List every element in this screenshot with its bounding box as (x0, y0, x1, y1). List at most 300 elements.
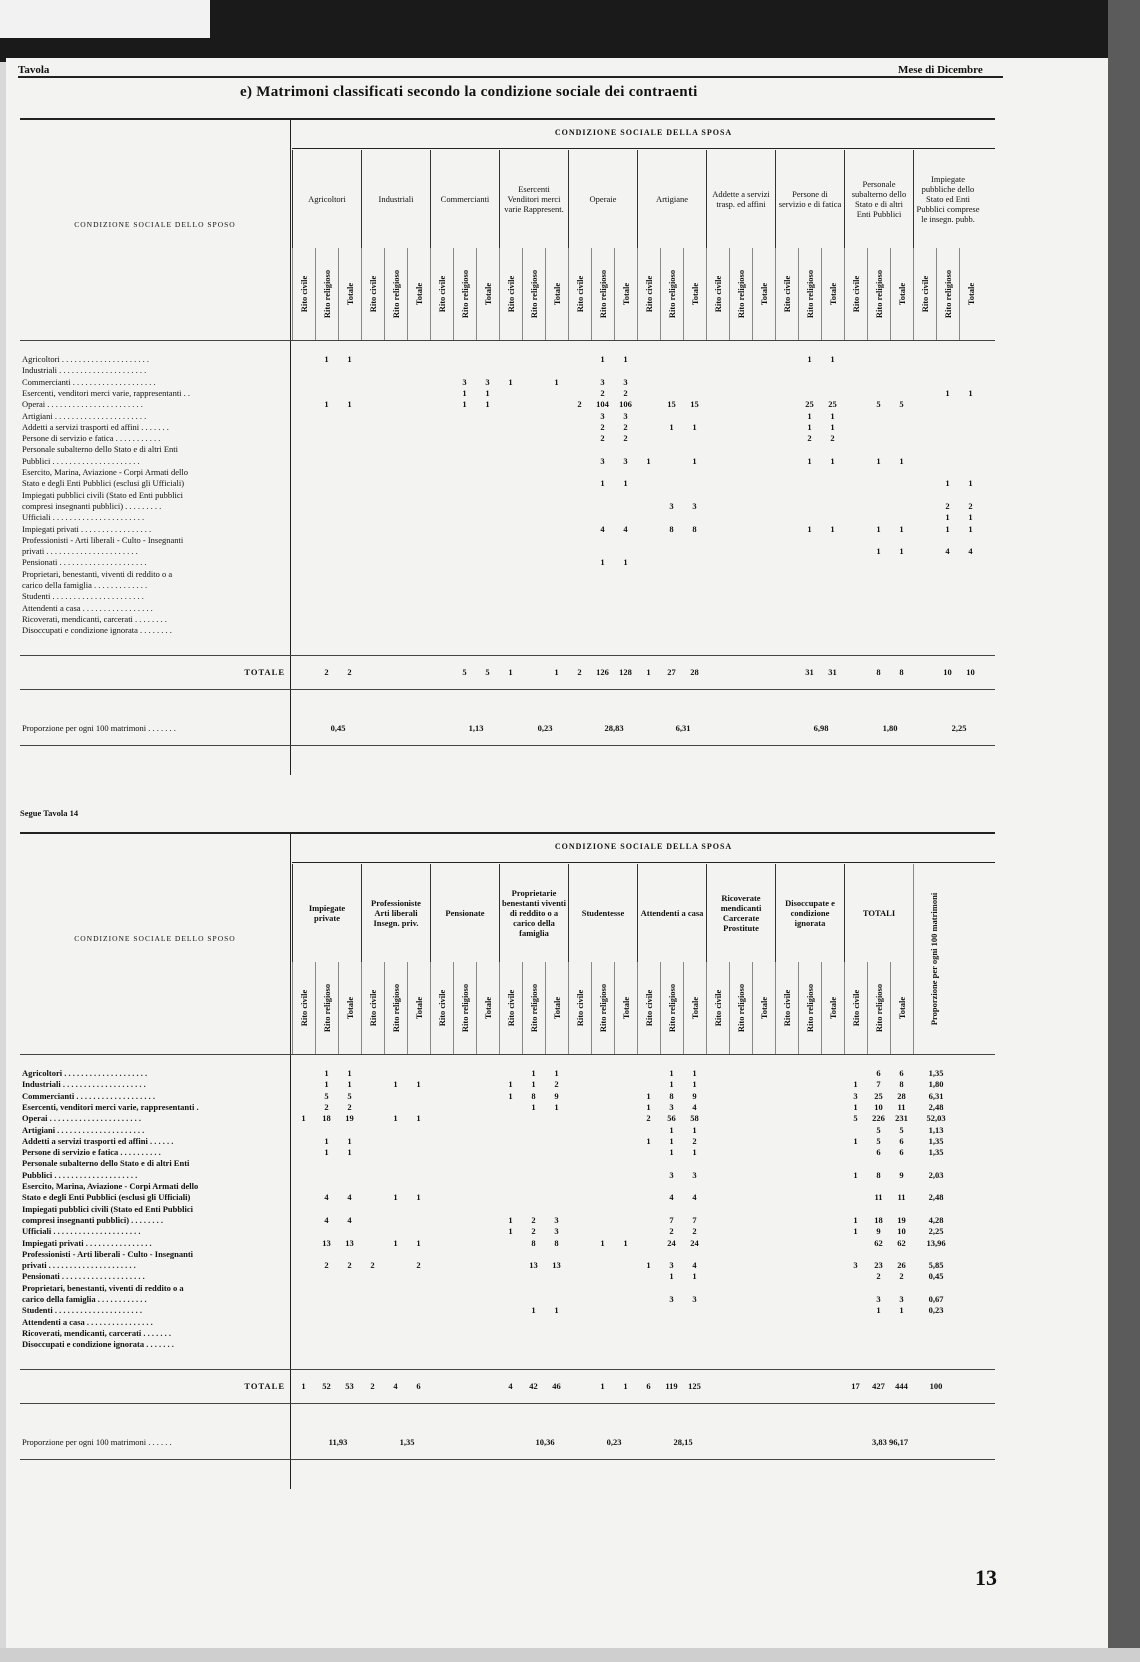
cell: 1 (968, 523, 973, 534)
table-row (292, 1294, 995, 1305)
cell: 1 (485, 399, 490, 410)
cell: 1 (692, 1271, 697, 1282)
cell: 10 (874, 1101, 883, 1112)
cell: 2 (692, 1226, 697, 1237)
group-header: Impiegate pubbliche dello Stato ed Enti Pubblici comprese le insegn. pubb. (913, 150, 982, 248)
group-header: Industriali (361, 150, 430, 248)
totale-cell: 427 (872, 1380, 885, 1391)
cell: 1 (692, 455, 697, 466)
sub-header (706, 248, 729, 340)
cell: 1 (853, 1169, 858, 1180)
sub-header-label: Rito religioso (322, 983, 332, 1033)
row-label: Disoccupati e condizione ignorata . . . . . . . (22, 1339, 174, 1350)
cell: 5 (324, 1090, 329, 1101)
row-label: privati . . . . . . . . . . . . . . . . . . . . . (22, 1260, 136, 1271)
sub-header-label: Rito civile (782, 989, 792, 1027)
row-label: Esercenti, venditori merci varie, rappresentanti . (22, 1101, 199, 1112)
prop-cell: 1,35 (928, 1147, 944, 1158)
sub-header-label: Rito civile (713, 275, 723, 313)
stub-header: CONDIZIONE SOCIALE DELLO SPOSO (74, 934, 236, 943)
sub-header (706, 962, 729, 1054)
totale-row (292, 1381, 995, 1392)
row-label: privati . . . . . . . . . . . . . . . . . . . . . . (22, 546, 138, 557)
cell: 1 (692, 1079, 697, 1090)
super-header-rule (292, 148, 995, 149)
cell: 2 (623, 421, 628, 432)
cell: 1 (646, 1260, 651, 1271)
row-label: Ricoverati, mendicanti, carcerati . . . . . . . (22, 1327, 172, 1338)
prop-cell: 5,85 (928, 1260, 944, 1271)
group-header: Ricoverate mendicanti Carcerate Prostitute (706, 864, 775, 962)
cell: 1 (623, 478, 628, 489)
totale-cell: 52 (322, 1380, 331, 1391)
totale-cell: 444 (895, 1380, 908, 1391)
proportion-cell: 3,83 96,17 (871, 1436, 909, 1447)
totale-cell: 2 (347, 666, 352, 677)
cell: 2 (899, 1271, 904, 1282)
cell: 1 (876, 455, 881, 466)
sub-header (522, 962, 545, 1054)
sub-header-label: Totale (621, 996, 631, 1020)
cell: 11 (897, 1192, 906, 1203)
cell: 1 (646, 1090, 651, 1101)
cell: 1 (623, 354, 628, 364)
row-label: Stato e degli Enti Pubblici (esclusi gli Ufficiali) (22, 1192, 191, 1203)
totale-cell: 6 (416, 1380, 421, 1391)
sub-header-label: Totale (828, 996, 838, 1020)
sub-header (890, 962, 913, 1054)
cell: 25 (828, 399, 837, 410)
table-row (292, 1305, 995, 1316)
cell: 5 (876, 1124, 881, 1135)
cell: 1 (692, 421, 697, 432)
cell: 2 (623, 433, 628, 444)
cell: 1 (669, 1147, 674, 1158)
totale-cell: 2 (324, 666, 329, 677)
row-label: Industriali . . . . . . . . . . . . . . . . . . . . (22, 1079, 146, 1090)
cell: 1 (324, 354, 329, 364)
totale-cell: 4 (508, 1380, 513, 1391)
cell: 3 (853, 1090, 858, 1101)
cell: 1 (554, 1305, 559, 1316)
sub-header-label: Totale (690, 996, 700, 1020)
continuation-label: Segue Tavola 14 (20, 808, 79, 818)
sub-header-label: Rito religioso (460, 269, 470, 319)
row-label: Artigiani . . . . . . . . . . . . . . . . . . . . . . (22, 410, 147, 421)
totale-cell: 31 (828, 666, 837, 677)
cell: 15 (690, 399, 699, 410)
sub-header-label: Rito civile (299, 989, 309, 1027)
sub-header (821, 962, 844, 1054)
sub-header-label: Rito religioso (529, 983, 539, 1033)
row-label: Personale subalterno dello Stato e di altri Enti (22, 444, 179, 455)
sub-header-label: Totale (897, 282, 907, 306)
cell: 10 (897, 1226, 906, 1237)
table-bottom-rule (20, 1459, 995, 1460)
cell: 1 (968, 512, 973, 523)
cell: 24 (690, 1237, 699, 1248)
sub-header-label: Rito civile (851, 275, 861, 313)
cell: 1 (669, 1135, 674, 1146)
cell: 1 (623, 557, 628, 568)
cell: 3 (623, 455, 628, 466)
cell: 3 (600, 455, 605, 466)
cell: 4 (692, 1192, 697, 1203)
cell: 1 (853, 1079, 858, 1090)
sub-header-label: Rito religioso (943, 269, 953, 319)
cell: 2 (600, 387, 605, 398)
cell: 1 (508, 1079, 513, 1090)
row-label: Operai . . . . . . . . . . . . . . . . . . . . . . (22, 1113, 141, 1124)
sub-header-label: Totale (414, 996, 424, 1020)
row-label: Commercianti . . . . . . . . . . . . . . . . . . . . (22, 376, 156, 387)
cell: 3 (876, 1294, 881, 1304)
proportion-row (292, 1437, 995, 1448)
totale-bottom-rule (20, 1403, 995, 1404)
totale-cell: 5 (462, 666, 467, 677)
cell: 4 (968, 546, 973, 557)
sub-header (591, 962, 614, 1054)
group-header: Addette a servizi trasp. ed affini (706, 150, 775, 248)
table-1 (20, 118, 995, 775)
sub-header-label: Rito civile (782, 275, 792, 313)
sub-header-label: Totale (414, 282, 424, 306)
sub-header-label: Rito civile (851, 989, 861, 1027)
totale-cell: 119 (665, 1380, 678, 1391)
cell: 8 (899, 1079, 904, 1090)
cell: 13 (552, 1260, 561, 1271)
cell: 5 (876, 1135, 881, 1146)
sub-header-label: Rito civile (713, 989, 723, 1027)
totale-cell: 1 (646, 666, 651, 677)
table-row (292, 354, 995, 365)
row-label: Persone di servizio e fatica . . . . . . . . . . . (22, 433, 161, 444)
group-header: Pensionate (430, 864, 499, 962)
row-label: Agricoltori . . . . . . . . . . . . . . . . . . . . . (22, 354, 150, 364)
totale-cell: 1 (301, 1380, 306, 1391)
row-label: Persone di servizio e fatica . . . . . . . . . . (22, 1147, 161, 1158)
table-row (292, 614, 995, 625)
table-row (292, 433, 995, 444)
cell: 4 (623, 523, 628, 534)
totale-prop: 100 (929, 1380, 943, 1391)
sub-header (936, 248, 959, 340)
group-header: Professioniste Arti liberali Insegn. priv. (361, 864, 430, 962)
cell: 1 (301, 1113, 306, 1124)
row-label: Pubblici . . . . . . . . . . . . . . . . . . . . . (22, 455, 140, 466)
cell: 6 (876, 1147, 881, 1158)
cell: 26 (897, 1260, 906, 1271)
cell: 3 (462, 376, 467, 387)
cell: 25 (874, 1090, 883, 1101)
cell: 2 (945, 500, 950, 511)
cell: 2 (416, 1260, 421, 1271)
sub-header (545, 248, 568, 340)
sub-header (292, 248, 315, 340)
prop-cell: 0,67 (928, 1294, 944, 1304)
row-label: Impiegati pubblici civili (Stato ed Enti Pubblici (22, 1203, 193, 1214)
sub-header-label: Rito civile (299, 275, 309, 313)
sub-header-label: Rito religioso (529, 269, 539, 319)
table-row (292, 1158, 995, 1169)
cell: 1 (646, 1101, 651, 1112)
cell: 19 (897, 1214, 906, 1225)
proportion-cell: 6,98 (813, 722, 829, 733)
totale-cell: 1 (554, 666, 559, 677)
cell: 5 (876, 399, 881, 410)
cell: 5 (899, 1124, 904, 1135)
table-row (292, 1125, 995, 1136)
table-row (292, 1136, 995, 1147)
sub-header (775, 248, 798, 340)
cell: 1 (531, 1305, 536, 1316)
cell: 2 (600, 433, 605, 444)
sub-header-label: Totale (621, 282, 631, 306)
header-bottom-rule (20, 340, 995, 341)
totale-cell: 27 (667, 666, 676, 677)
row-label: Agricoltori . . . . . . . . . . . . . . . . . . . . (22, 1068, 148, 1078)
sub-header (476, 248, 499, 340)
sub-header (384, 962, 407, 1054)
cell: 2 (646, 1113, 651, 1124)
table-row (292, 1238, 995, 1249)
prop-cell: 2,25 (928, 1226, 944, 1237)
cell: 1 (324, 1135, 329, 1146)
sub-header-label: Rito civile (368, 989, 378, 1027)
cell: 1 (807, 455, 812, 466)
sub-header (752, 248, 775, 340)
table-row (292, 1271, 995, 1282)
cell: 3 (669, 1169, 674, 1180)
sub-header (453, 962, 476, 1054)
cell: 3 (692, 1169, 697, 1180)
row-label: Pensionati . . . . . . . . . . . . . . . . . . . . (22, 1271, 145, 1282)
row-label: Operai . . . . . . . . . . . . . . . . . . . . . . . (22, 399, 143, 410)
totale-cell: 2 (370, 1380, 375, 1391)
row-label: Professionisti - Arti liberali - Culto - Insegnanti (22, 534, 184, 545)
page-title: e) Matrimoni classificati secondo la condizione sociale dei contraenti (240, 84, 698, 100)
sub-header-label: Rito civile (575, 989, 585, 1027)
cell: 2 (531, 1214, 536, 1225)
cell: 1 (393, 1079, 398, 1090)
scan-right-band (1108, 0, 1140, 1662)
cell: 1 (945, 512, 950, 523)
table-row (292, 422, 995, 433)
cell: 2 (347, 1260, 352, 1271)
sub-header-label: Rito religioso (805, 983, 815, 1033)
sub-header (614, 962, 637, 1054)
header-rule (18, 76, 1003, 78)
prop-cell: 2,48 (928, 1101, 944, 1112)
sub-header (867, 962, 890, 1054)
totale-cell: 5 (485, 666, 490, 677)
table-row (292, 591, 995, 602)
cell: 3 (669, 1101, 674, 1112)
prop-header (913, 864, 953, 1054)
proportion-cell: 28,15 (673, 1436, 693, 1447)
cell: 1 (324, 1068, 329, 1078)
cell: 8 (554, 1237, 559, 1248)
sub-header (614, 248, 637, 340)
cell: 3 (899, 1294, 904, 1304)
totale-bottom-rule (20, 689, 995, 690)
cell: 6 (899, 1135, 904, 1146)
totale-cell: 125 (688, 1380, 701, 1391)
cell: 18 (322, 1113, 331, 1124)
cell: 1 (669, 1068, 674, 1078)
sub-header-label: Rito civile (506, 275, 516, 313)
proportion-label: Proporzione per ogni 100 matrimoni . . . . . . (22, 1436, 172, 1447)
sub-header-label: Rito civile (644, 275, 654, 313)
sub-header (522, 248, 545, 340)
cell: 1 (876, 523, 881, 534)
row-label: Artigiani . . . . . . . . . . . . . . . . . . . . . (22, 1124, 145, 1135)
cell: 3 (623, 376, 628, 387)
totale-cell: 4 (393, 1380, 398, 1391)
scan-bottom-edge (0, 1648, 1140, 1662)
cell: 4 (692, 1101, 697, 1112)
sub-header (453, 248, 476, 340)
cell: 2 (324, 1101, 329, 1112)
sub-header-label: Rito civile (506, 989, 516, 1027)
table-row (292, 1226, 995, 1237)
table-row (292, 1328, 995, 1339)
totale-cell: 31 (805, 666, 814, 677)
table-row (292, 1079, 995, 1090)
table-row (292, 1147, 995, 1158)
cell: 2 (807, 433, 812, 444)
proportion-cell: 0,45 (330, 722, 346, 733)
sub-header-label: Rito religioso (736, 983, 746, 1033)
cell: 1 (899, 523, 904, 534)
table-row (292, 456, 995, 467)
cell: 1 (462, 387, 467, 398)
sub-header-label: Rito religioso (391, 983, 401, 1033)
cell: 23 (874, 1260, 883, 1271)
page-number: 13 (975, 1565, 997, 1590)
totale-cell: 46 (552, 1380, 561, 1391)
sub-header-label: Rito religioso (391, 269, 401, 319)
table-bottom-rule (20, 745, 995, 746)
cell: 62 (874, 1237, 883, 1248)
cell: 11 (897, 1101, 906, 1112)
sub-header-label: Totale (759, 996, 769, 1020)
sub-header (545, 962, 568, 1054)
cell: 3 (669, 1260, 674, 1271)
sub-header (315, 248, 338, 340)
totale-cell: 42 (529, 1380, 538, 1391)
cell: 104 (596, 399, 609, 410)
proportion-cell: 28,83 (604, 722, 624, 733)
sub-header-label: Totale (966, 282, 976, 306)
cell: 1 (393, 1237, 398, 1248)
cell: 3 (600, 410, 605, 421)
cell: 1 (462, 399, 467, 410)
proportion-cell: 10,36 (535, 1436, 555, 1447)
totale-cell: 6 (646, 1380, 651, 1391)
totale-cell: 53 (345, 1380, 354, 1391)
cell: 8 (531, 1090, 536, 1101)
cell: 2 (370, 1260, 375, 1271)
proportion-row (292, 723, 995, 734)
sub-header-label: Rito religioso (460, 983, 470, 1033)
proportion-cell: 0,23 (606, 1436, 622, 1447)
table-row (292, 388, 995, 399)
totale-top-rule (20, 1369, 995, 1370)
cell: 1 (485, 387, 490, 398)
cell: 1 (393, 1192, 398, 1203)
cell: 1 (807, 523, 812, 534)
stub-header: CONDIZIONE SOCIALE DELLO SPOSO (74, 220, 236, 229)
table-2 (20, 832, 995, 1489)
table-row (292, 444, 995, 455)
row-label: Impiegati privati . . . . . . . . . . . . . . . . (22, 1237, 152, 1248)
sub-header-label: Rito religioso (874, 983, 884, 1033)
cell: 1 (968, 478, 973, 489)
proportion-cell: 1,80 (882, 722, 898, 733)
cell: 18 (874, 1214, 883, 1225)
prop-cell: 2,03 (928, 1169, 944, 1180)
table-row (292, 467, 995, 478)
sub-header-label: Rito civile (437, 989, 447, 1027)
cell: 1 (508, 1214, 513, 1225)
cell: 231 (895, 1113, 908, 1124)
scan-corner (0, 0, 210, 38)
cell: 2 (623, 387, 628, 398)
cell: 4 (669, 1192, 674, 1203)
table-row (292, 1283, 995, 1294)
cell: 1 (508, 376, 513, 387)
sub-header-label: Totale (552, 996, 562, 1020)
sub-header (844, 962, 867, 1054)
sub-header (430, 962, 453, 1054)
totale-cell: 17 (851, 1380, 860, 1391)
cell: 58 (690, 1113, 699, 1124)
sub-header-label: Rito civile (437, 275, 447, 313)
group-header: Proprietarie benestanti viventi di reddito o a carico della famiglia (499, 864, 568, 962)
cell: 3 (600, 376, 605, 387)
cell: 1 (416, 1113, 421, 1124)
group-header: Esercenti Venditori merci varie Rappresent. (499, 150, 568, 248)
cell: 2 (692, 1135, 697, 1146)
cell: 1 (830, 410, 835, 421)
cell: 1 (324, 399, 329, 410)
row-label: Ricoverati, mendicanti, carcerati . . . . . . . . (22, 613, 167, 624)
cell: 4 (347, 1214, 352, 1225)
sub-header-label: Rito religioso (322, 269, 332, 319)
cell: 1 (669, 1124, 674, 1135)
sub-header-label: Rito civile (920, 275, 930, 313)
cell: 1 (600, 478, 605, 489)
super-header-rule (292, 862, 995, 863)
super-header: CONDIZIONE SOCIALE DELLA SPOSA (554, 842, 733, 851)
table-row (292, 377, 995, 388)
cell: 1 (899, 455, 904, 466)
cell: 4 (945, 546, 950, 557)
group-header: Personale subalterno dello Stato e di altri Enti Pubblici (844, 150, 913, 248)
cell: 1 (853, 1135, 858, 1146)
table-row (292, 1260, 995, 1271)
group-header: Impiegate private (292, 864, 361, 962)
prop-cell: 0,23 (928, 1305, 944, 1316)
sub-header (568, 962, 591, 1054)
cell: 1 (347, 1068, 352, 1078)
prop-cell: 1,35 (928, 1135, 944, 1146)
sub-header (683, 962, 706, 1054)
cell: 8 (692, 523, 697, 534)
sub-header-label: Totale (552, 282, 562, 306)
sub-header-label: Totale (483, 996, 493, 1020)
